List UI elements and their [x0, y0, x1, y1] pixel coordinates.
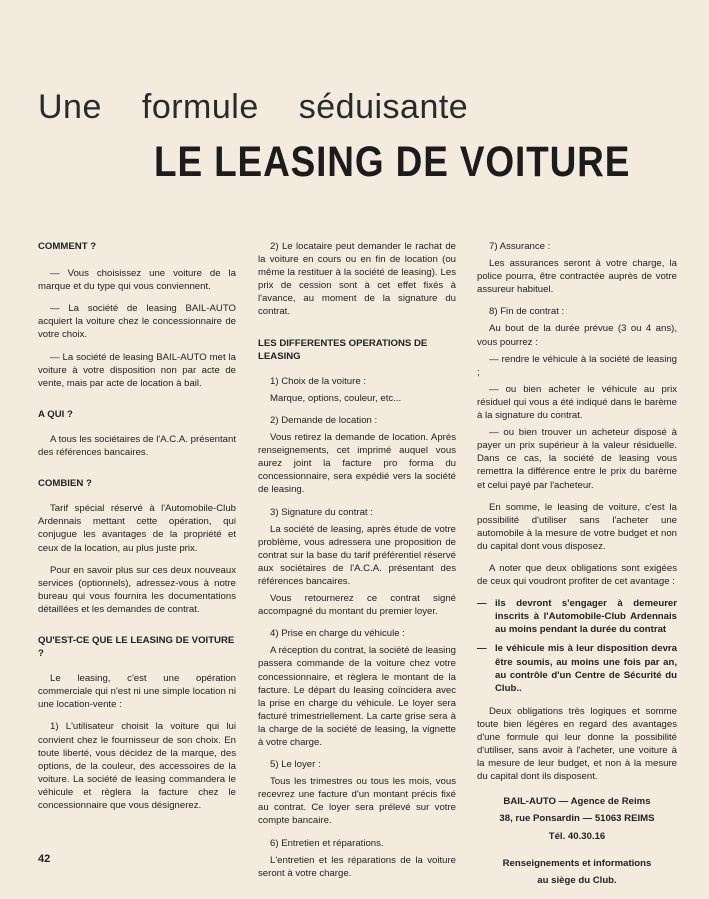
heading-a-qui: A QUI ? — [38, 408, 73, 420]
agency-line: 38, rue Ponsardin — 51063 REIMS — [499, 813, 655, 825]
paragraph: Tarif spécial réservé à l'Automobile-Club Ardennais mettant cette opération, qui conjugue les avantages de la propriété et ceux de la location, au plus juste prix. — [38, 503, 236, 554]
agency-line: Tél. 40.30.16 — [548, 830, 606, 842]
subtitle-word: Une — [38, 88, 102, 126]
obligation-text: ils devront s'engager à demeurer inscrits à l'Automobile-Club Ardennais au moins pendant la durée du contrat — [495, 598, 677, 636]
obligation-text: le véhicule mis à leur disposition devra être soumis, au moins une fois par an, au contrôle d'un Centre de Sécurité du Club.. — [495, 643, 677, 694]
page-number: 42 — [38, 853, 51, 865]
obligation-item — [477, 597, 677, 636]
operation-text: La société de leasing, après étude de votre problème, vous adressera une proposition de contrat sur la base du tarif préférentiel réservé aux sociétaires de l'A.C.A. présentant des références bancaires. — [258, 523, 456, 587]
heading-combien: COMBIEN ? — [38, 478, 92, 490]
subtitle-word: séduisante — [298, 88, 469, 126]
operation-text: Vous retournerez ce contrat signé accompagné du montant du premier loyer. — [258, 593, 456, 618]
option-text: — ou bien acheter le véhicule au prix résiduel qui vous a été indiqué dans le barème à la signature du contrat. — [477, 383, 677, 422]
article-subtitle — [38, 88, 508, 127]
operation-title: 7) Assurance : — [489, 241, 551, 252]
paragraph: — Vous choisissez une voiture de la marque et du type qui vous conviennent. — [38, 268, 236, 293]
article-title: LE LEASING DE VOITURE — [154, 138, 631, 186]
info-line: Renseignements et informations — [502, 857, 652, 869]
operation-text: Au bout de la durée prévue (3 ou 4 ans), vous pourrez : — [477, 323, 677, 348]
info-line: au siège du Club. — [537, 874, 617, 886]
operation-title: 5) Le loyer : — [270, 759, 321, 771]
operation-text: L'entretien et les réparations de la voiture seront à votre charge. — [258, 854, 456, 879]
operation-text: A réception du contrat, la société de leasing passera commande de la voiture chez votre concessionnaire, et règlera le montant de la facture. Le départ du leasing coïncidera avec la prise en charge du véhicule. Le loyer sera facturé trimestriellement. La carte grise sera à la charge de la société de leasing, la vignette à votre charge. — [258, 645, 456, 748]
operation-title: 1) Choix de la voiture : — [270, 375, 366, 387]
operation-title: 2) Demande de location : — [270, 414, 378, 426]
column-2 — [258, 240, 456, 889]
heading-operations: LES DIFFERENTES OPERATIONS DE LEASING — [258, 337, 428, 362]
heading-comment: COMMENT ? — [38, 241, 97, 252]
operation-text: Tous les trimestres ou tous les mois, vous recevrez une facture d'un montant précis fixé au contrat. Ce loyer sera prélevé sur votre compte bancaire. — [258, 776, 456, 827]
paragraph: Le leasing, c'est une opération commerciale qui n'est ni une simple location ni une location-vente : — [38, 673, 236, 711]
dash-mark: — — [477, 598, 487, 610]
dash-mark: — — [477, 643, 487, 655]
option-text: — ou bien trouver un acheteur disposé à payer un prix supérieur à la valeur résiduelle. Dans ce cas, la société de leasing vous remettra la différence entre le prix du barème et celui payé par l'acheteur. — [477, 427, 677, 491]
option-text: — rendre le véhicule à la société de leasing ; — [477, 353, 677, 378]
paragraph: En somme, le leasing de voiture, c'est la possibilité d'utiliser sans l'acheter une automobile à la mesure de votre budget et non du capital dont vous disposez. — [477, 501, 677, 552]
paragraph: — La société de leasing BAIL-AUTO met la voiture à votre disposition non par acte de vente, mais par acte de location à bail. — [38, 351, 236, 389]
operation-title: 6) Entretien et réparations. — [270, 837, 384, 849]
operation-title: 8) Fin de contrat : — [489, 306, 565, 318]
operation-title: 3) Signature du contrat : — [270, 506, 373, 518]
operation-title: 4) Prise en charge du véhicule : — [270, 628, 405, 640]
operation-text: Les assurances seront à votre charge, la police pourra, être contractée auprès de votre assureur habituel. — [477, 258, 677, 296]
paragraph: 1) L'utilisateur choisit la voiture qui lui convient chez le fournisseur de son choix. En toute liberté, vous décidez de la marque, des options, de la couleur, des accessoires de la voiture. La société de leasing commandera le véhicule et règlera la facture chez le concessionnaire que vous désignerez. — [38, 721, 236, 811]
paragraph: A tous les sociétaires de l'A.C.A. présentant des références bancaires. — [38, 433, 236, 459]
operation-text: Vous retirez la demande de location. Après renseignements, cet imprimé auquel vous aurez joint la facture pro forma du concessionnaire, sera expédié vers la société de leasing. — [258, 432, 456, 496]
column-1 — [38, 240, 236, 821]
paragraph: A noter que deux obligations sont exigées de ceux qui voudront profiter de cet avantage : — [477, 562, 677, 588]
paragraph: Deux obligations très logiques et somme toute bien légères en regard des avantages d'une formule qui leur donne la possibilité d'utiliser, sans avoir à l'acheter, une voiture à la mesure de leur budget, et non à la mesure du capital dont ils disposent. — [477, 705, 677, 783]
agency-line: BAIL-AUTO — Agence de Reims — [503, 796, 651, 808]
paragraph: — La société de leasing BAIL-AUTO acquiert la voiture chez le concessionnaire de votre choix. — [38, 303, 236, 341]
paragraph: Pour en savoir plus sur ces deux nouveaux services (optionnels), adressez-vous à notre bureau qui vous fournira les documentations détaillées et les demandes de contrat. — [38, 564, 236, 615]
heading-quest-ce: QU'EST-CE QUE LE LEASING DE VOITURE ? — [38, 634, 235, 660]
subtitle-word: formule — [141, 88, 259, 126]
operation-text: Marque, options, couleur, etc... — [270, 392, 402, 404]
obligation-item — [477, 642, 677, 694]
column-3 — [477, 240, 677, 891]
paragraph: 2) Le locataire peut demander le rachat de la voiture en cours ou en fin de location (ou même la restituer à la société de leasing). Les prix de cession sont à cet effet fixés à l'avance, au moment de la signature du contrat. — [258, 241, 456, 318]
